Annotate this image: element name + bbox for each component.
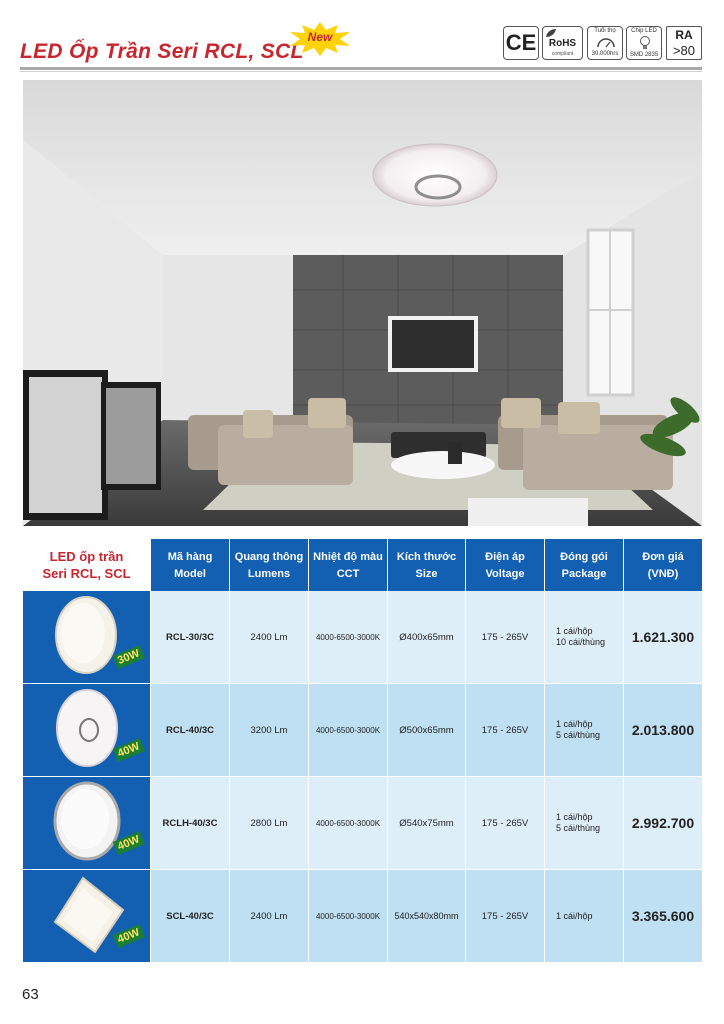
table-row (23, 591, 702, 684)
package-line1: 1 cái/hộp (556, 910, 593, 921)
column-header-voltage-vi: Điện áp (485, 551, 525, 563)
lifetime-label: Tuổi thọ (594, 28, 616, 34)
column-header-voltage (465, 539, 544, 591)
product-image-scl-40 (23, 870, 150, 963)
column-header-lumens-en: Lumens (247, 568, 291, 580)
size-cell: Ø500x65mm (387, 684, 465, 777)
bulb-icon (639, 36, 651, 50)
product-image-rcl-40 (23, 684, 150, 777)
ra-value: >80 (672, 43, 696, 58)
column-header-cct (308, 539, 387, 591)
model-cell: SCL-40/3C (150, 870, 229, 963)
model-cell: RCL-30/3C (150, 591, 229, 684)
package-line2: 5 cái/thùng (556, 823, 601, 833)
cct-cell: 4000-6500-3000K (308, 777, 387, 870)
column-header-model (150, 539, 229, 591)
leaf-icon (545, 28, 557, 38)
ra-badge (666, 26, 702, 60)
model-cell: RCLH-40/3C (150, 777, 229, 870)
package-line1: 1 cái/hộp (556, 626, 593, 636)
lifetime-badge (587, 26, 623, 60)
cct-cell: 4000-6500-3000K (308, 591, 387, 684)
price-cell: 3.365.600 (623, 870, 702, 963)
size-cell: 540x540x80mm (387, 870, 465, 963)
wattage-badge: 40W (113, 924, 145, 948)
package-line1: 1 cái/hộp (556, 719, 593, 729)
voltage-cell: 175 - 265V (465, 684, 544, 777)
lumens-cell: 2800 Lm (229, 777, 308, 870)
column-header-cct-en: CCT (336, 568, 360, 580)
rohs-badge (542, 26, 583, 60)
table-row (23, 870, 702, 963)
column-header-size-en: Size (415, 568, 438, 580)
rohs-label: RoHS (548, 38, 577, 49)
voltage-cell: 175 - 265V (465, 870, 544, 963)
ce-mark: CE (503, 26, 539, 60)
package-cell (544, 870, 623, 963)
model-cell: RCL-40/3C (150, 684, 229, 777)
new-badge-label: New (307, 30, 333, 44)
column-header-size (387, 539, 465, 591)
cct-cell: 4000-6500-3000K (308, 870, 387, 963)
column-header-lumens-vi: Quang thông (234, 551, 304, 563)
title-rule-thin (20, 71, 702, 72)
product-image-rcl-30 (23, 591, 150, 684)
product-series-line2: Seri RCL, SCL (42, 566, 131, 581)
voltage-cell: 175 - 265V (465, 591, 544, 684)
room-photo (23, 80, 702, 526)
square-ceiling-light-icon (23, 870, 150, 963)
package-line2: 10 cái/thùng (556, 637, 606, 647)
voltage-cell: 175 - 265V (465, 777, 544, 870)
column-header-lumens (229, 539, 308, 591)
cct-cell: 4000-6500-3000K (308, 684, 387, 777)
round-ceiling-light-icon (23, 591, 150, 684)
column-header-package (544, 539, 623, 591)
lumens-cell: 2400 Lm (229, 591, 308, 684)
wattage-badge: 40W (113, 738, 145, 762)
column-header-price-vi: Đơn giá (642, 551, 684, 563)
column-header-model-en: Model (174, 568, 206, 580)
product-image-rclh-40 (23, 777, 150, 870)
gauge-icon (596, 38, 616, 48)
new-badge (288, 22, 352, 56)
package-cell (544, 591, 623, 684)
round-ceiling-light-rim-icon (23, 777, 150, 870)
page-number: 63 (22, 986, 39, 1003)
column-header-package-vi: Đóng gói (560, 551, 608, 563)
column-header-model-vi: Mã hàng (167, 551, 213, 563)
column-header-voltage-en: Voltage (485, 568, 525, 580)
size-cell: Ø400x65mm (387, 591, 465, 684)
lumens-cell: 3200 Lm (229, 684, 308, 777)
living-room-illustration (23, 80, 702, 526)
price-cell: 2.992.700 (623, 777, 702, 870)
rohs-sub: compliant (551, 51, 574, 57)
table-header (23, 539, 702, 591)
chip-value: SMD 2835 (629, 52, 659, 58)
round-ceiling-light-ring-icon (23, 684, 150, 777)
product-series-label (23, 539, 150, 591)
ra-label: RA (675, 28, 693, 42)
column-header-cct-vi: Nhiệt độ màu (313, 551, 383, 563)
product-series-line1: LED ốp trần (49, 549, 124, 564)
wattage-badge: 30W (113, 645, 145, 669)
column-header-price-en: (VNĐ) (647, 568, 679, 580)
package-line2: 5 cái/thùng (556, 730, 601, 740)
column-header-price (623, 539, 702, 591)
table-row (23, 777, 702, 870)
package-cell (544, 777, 623, 870)
table-row (23, 684, 702, 777)
title-rule (20, 67, 702, 70)
column-header-size-vi: Kích thước (396, 551, 457, 563)
page-title: LED Ốp Trần Seri RCL, SCL (20, 40, 304, 63)
lumens-cell: 2400 Lm (229, 870, 308, 963)
chip-label: Chip LED (631, 28, 657, 34)
wattage-badge: 40W (113, 831, 145, 855)
price-cell: 2.013.800 (623, 684, 702, 777)
column-header-package-en: Package (561, 568, 607, 580)
price-cell: 1.621.300 (623, 591, 702, 684)
package-cell (544, 684, 623, 777)
size-cell: Ø540x75mm (387, 777, 465, 870)
lifetime-value: 30.000hrs (591, 51, 619, 57)
chip-badge (626, 26, 662, 60)
package-line1: 1 cái/hộp (556, 812, 593, 822)
